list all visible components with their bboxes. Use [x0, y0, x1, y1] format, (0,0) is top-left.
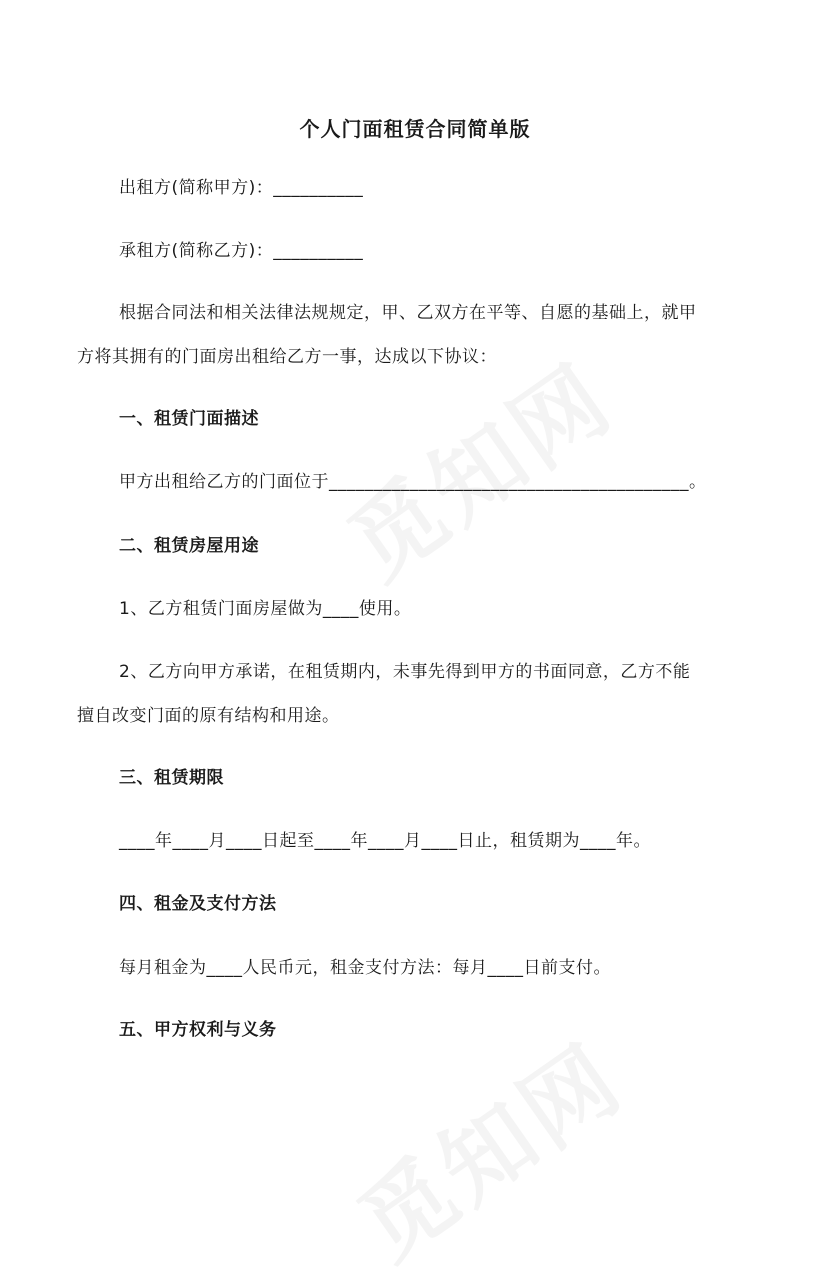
section-heading-3: 三、租赁期限	[119, 768, 224, 788]
document-title: 个人门面租赁合同简单版	[299, 117, 531, 141]
watermark	[319, 328, 636, 605]
section2-item-2-line-1: 2、乙方向甲方承诺，在租赁期内，未事先得到甲方的书面同意，乙方不能	[119, 662, 691, 682]
section4-line: 每月租金为____人民币元，租金支付方法：每月____日前支付。	[119, 958, 611, 978]
section2-item-2-line-2: 擅自改变门面的原有结构和用途。	[77, 706, 340, 726]
intro-paragraph-line-2: 方将其拥有的门面房出租给乙方一事，达成以下协议：	[77, 347, 497, 367]
section-heading-5: 五、甲方权利与义务	[119, 1020, 277, 1040]
section-heading-4: 四、租金及支付方法	[119, 894, 277, 914]
section2-item-1: 1、乙方租赁门面房屋做为____使用。	[119, 599, 412, 619]
watermark	[329, 1008, 646, 1284]
section3-line: ____年____月____日起至____年____月____日止，租赁期为____年。	[119, 831, 651, 851]
section1-line: 甲方出租给乙方的门面位于________________________________________。	[119, 472, 707, 492]
lessor-line: 出租方(简称甲方)：__________	[119, 178, 364, 198]
section-heading-2: 二、租赁房屋用途	[119, 536, 259, 556]
intro-paragraph-line-1: 根据合同法和相关法律法规规定，甲、乙双方在平等、自愿的基础上，就甲	[119, 303, 697, 323]
section-heading-1: 一、租赁门面描述	[119, 409, 259, 429]
lessee-line: 承租方(简称乙方)：__________	[119, 241, 364, 261]
